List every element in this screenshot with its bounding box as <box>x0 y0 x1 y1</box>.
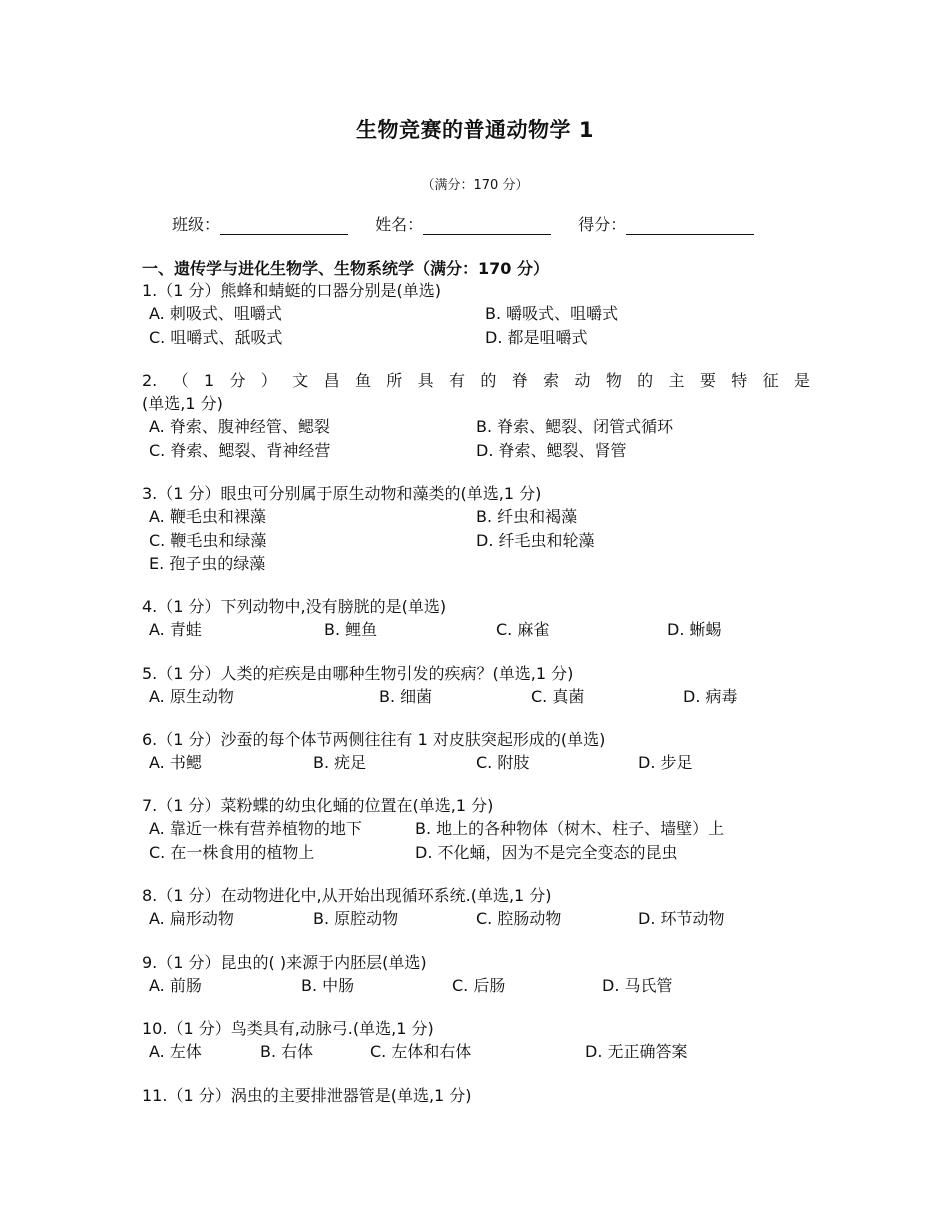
option-row <box>142 685 810 709</box>
question-stem: 1.（1 分）熊蜂和蜻蜓的口器分别是(单选) <box>142 281 442 300</box>
question-stem: 10.（1 分）鸟类具有,动脉弓.(单选,1 分) <box>142 1019 434 1038</box>
option-b: B. 嚼吸式、咀嚼式 <box>485 304 619 323</box>
question-3 <box>142 482 810 576</box>
student-info-row <box>172 212 776 235</box>
option-row <box>142 841 810 865</box>
option-b: B. 鲤鱼 <box>324 620 378 639</box>
section-heading: 一、遗传学与进化生物学、生物系统学（满分：170 分） <box>142 259 549 278</box>
option-row <box>142 439 810 463</box>
option-d: D. 蜥蜴 <box>667 620 722 639</box>
option-d: D. 纤毛虫和轮藻 <box>476 530 595 550</box>
question-8 <box>142 884 810 931</box>
option-d: D. 不化蛹，因为不是完全变态的昆虫 <box>415 842 678 862</box>
question-stem: 7.（1 分）菜粉蝶的幼虫化蛹的位置在(单选,1 分) <box>142 796 494 815</box>
option-a: A. 青蛙 <box>149 620 202 639</box>
option-b: B. 细菌 <box>379 687 433 706</box>
option-a: A. 靠近一株有营养植物的地下 <box>149 819 362 838</box>
option-d: D. 都是咀嚼式 <box>485 327 588 347</box>
option-c: C. 脊索、鳃裂、背神经营 <box>149 440 331 460</box>
full-mark: （满分：170 分） <box>421 178 529 193</box>
question-stem: 4.（1 分）下列动物中,没有膀胱的是(单选) <box>142 597 447 616</box>
option-row <box>142 326 810 350</box>
option-c: C. 附肢 <box>476 753 530 772</box>
score-label: 得分： <box>578 215 627 234</box>
option-a: A. 左体 <box>149 1042 202 1061</box>
option-d: D. 脊索、鳃裂、肾管 <box>476 440 627 460</box>
page-title: 生物竞赛的普通动物学 1 <box>356 118 594 142</box>
option-d: D. 马氏管 <box>602 976 673 995</box>
question-11 <box>142 1084 810 1107</box>
option-row <box>142 618 810 642</box>
option-a: A. 脊索、腹神经管、鳃裂 <box>149 417 330 436</box>
option-b: B. 右体 <box>260 1042 314 1061</box>
option-d: D. 环节动物 <box>638 909 725 928</box>
option-a: A. 刺吸式、咀嚼式 <box>149 304 282 323</box>
option-row <box>142 415 810 439</box>
class-label: 班级： <box>172 215 221 234</box>
score-blank <box>626 218 754 235</box>
question-stem: 11.（1 分）涡虫的主要排泄器管是(单选,1 分) <box>142 1086 472 1105</box>
option-b: B. 地上的各种物体（树木、柱子、墙壁）上 <box>415 819 725 838</box>
name-blank <box>423 218 551 235</box>
option-row <box>142 302 810 326</box>
option-c: C. 真菌 <box>531 687 585 706</box>
option-d: D. 步足 <box>638 753 693 772</box>
option-c: C. 鞭毛虫和绿藻 <box>149 530 267 550</box>
option-row <box>142 974 810 998</box>
question-7 <box>142 794 810 864</box>
option-row <box>142 817 810 841</box>
question-stem: 2. （ 1 分 ） 文 昌 鱼 所 具 有 的 脊 索 动 物 的 主 要 特 征 是 <box>142 371 810 390</box>
option-b: B. 中肠 <box>301 976 355 995</box>
option-b: B. 原腔动物 <box>313 909 399 928</box>
option-b: B. 脊索、鳃裂、闭管式循环 <box>476 417 674 436</box>
question-stem: 3.（1 分）眼虫可分别属于原生动物和藻类的(单选,1 分) <box>142 484 542 503</box>
option-row <box>142 907 810 931</box>
option-row <box>142 552 810 576</box>
question-stem: 9.（1 分）昆虫的( )来源于内胚层(单选) <box>142 953 427 972</box>
question-stem: 6.（1 分）沙蚕的每个体节两侧往往有 1 对皮肤突起形成的(单选) <box>142 730 606 749</box>
option-c: C. 腔肠动物 <box>476 909 562 928</box>
option-b: B. 疣足 <box>313 753 367 772</box>
option-a: A. 鞭毛虫和裸藻 <box>149 507 266 526</box>
option-c: C. 后肠 <box>452 976 506 995</box>
option-a: A. 扁形动物 <box>149 909 234 928</box>
option-c: C. 在一株食用的植物上 <box>149 842 315 862</box>
question-stem: 5.（1 分）人类的疟疾是由哪种生物引发的疾病？(单选,1 分) <box>142 664 574 683</box>
option-c: C. 左体和右体 <box>370 1042 472 1061</box>
name-field <box>375 212 551 235</box>
question-4 <box>142 595 810 642</box>
score-field <box>578 212 754 235</box>
option-a: A. 前肠 <box>149 976 202 995</box>
option-c: C. 咀嚼式、舐吸式 <box>149 327 283 347</box>
class-blank <box>220 218 348 235</box>
option-e: E. 孢子虫的绿藻 <box>149 554 266 573</box>
class-field <box>172 212 348 235</box>
option-d: D. 无正确答案 <box>585 1042 688 1061</box>
option-a: A. 书鳃 <box>149 753 202 772</box>
option-a: A. 原生动物 <box>149 687 234 706</box>
question-9 <box>142 951 810 998</box>
question-1 <box>142 279 810 349</box>
question-5 <box>142 662 810 709</box>
option-d: D. 病毒 <box>683 687 738 706</box>
question-6 <box>142 728 810 775</box>
option-c: C. 麻雀 <box>496 620 550 639</box>
option-b: B. 纤虫和褐藻 <box>476 507 578 526</box>
question-stem: 8.（1 分）在动物进化中,从开始出现循环系统.(单选,1 分) <box>142 886 552 905</box>
question-stem-cont: (单选,1 分) <box>142 394 223 413</box>
name-label: 姓名： <box>375 215 424 234</box>
option-row <box>142 751 810 775</box>
option-row <box>142 529 810 553</box>
question-10 <box>142 1017 810 1064</box>
question-2 <box>142 369 810 462</box>
option-row <box>142 1040 810 1064</box>
option-row <box>142 505 810 529</box>
